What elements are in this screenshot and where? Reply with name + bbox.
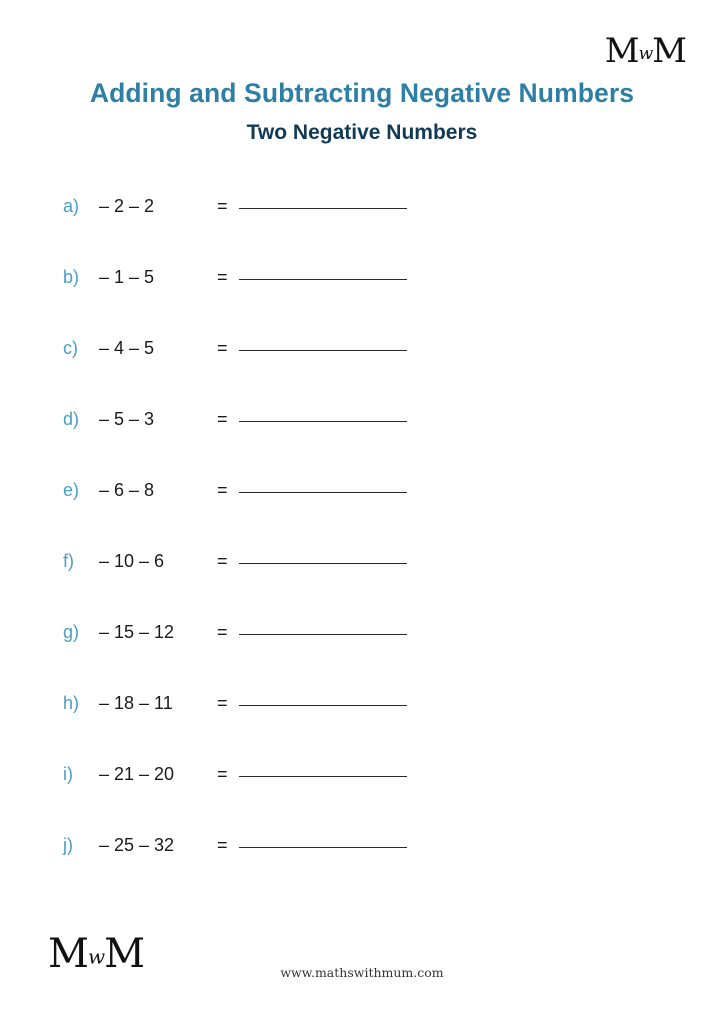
question-label: b) — [63, 267, 80, 287]
question-row — [63, 480, 663, 551]
answer-blank[interactable] — [239, 207, 407, 209]
question-row — [63, 196, 663, 267]
footer-website-url: www.mathswithmum.com — [280, 965, 444, 980]
question-label: j) — [63, 835, 73, 855]
question-expression: – 10 – 6 — [99, 551, 165, 571]
question-row — [63, 622, 663, 693]
question-expression: – 2 – 2 — [99, 196, 155, 216]
question-expression: – 1 – 5 — [99, 267, 155, 287]
question-label: a) — [63, 196, 80, 216]
brand-logo-letter-m1: M — [604, 31, 639, 71]
equals-sign: = — [217, 480, 228, 500]
question-label: e) — [63, 480, 80, 500]
page-subtitle: Two Negative Numbers — [246, 121, 478, 144]
question-expression: – 5 – 3 — [99, 409, 155, 429]
equals-sign: = — [217, 764, 228, 784]
question-row — [63, 551, 663, 622]
question-label: i) — [63, 764, 73, 784]
question-row — [63, 338, 663, 409]
question-label: g) — [63, 622, 80, 642]
equals-sign: = — [217, 551, 228, 571]
equals-sign: = — [217, 267, 228, 287]
brand-logo-top — [604, 31, 686, 71]
answer-blank[interactable] — [239, 562, 407, 564]
question-expression: – 21 – 20 — [99, 764, 175, 784]
answer-blank[interactable] — [239, 633, 407, 635]
question-list — [63, 196, 663, 906]
question-label: f) — [63, 551, 74, 571]
question-label: c) — [63, 338, 78, 358]
question-expression: – 18 – 11 — [99, 693, 173, 713]
equals-sign: = — [217, 196, 228, 216]
question-expression: – 15 – 12 — [99, 622, 175, 642]
brand-logo-letter-w: w — [638, 43, 653, 64]
brand-logo-letter-w: w — [87, 944, 105, 969]
question-label: h) — [63, 693, 80, 713]
equals-sign: = — [217, 622, 228, 642]
equals-sign: = — [217, 409, 228, 429]
equals-sign: = — [217, 693, 228, 713]
question-expression: – 6 – 8 — [99, 480, 155, 500]
brand-logo-letter-m1: M — [48, 931, 88, 977]
page-title: Adding and Subtracting Negative Numbers — [89, 78, 635, 108]
equals-sign: = — [217, 338, 228, 358]
answer-blank[interactable] — [239, 846, 407, 848]
answer-blank[interactable] — [239, 775, 407, 777]
question-label: d) — [63, 409, 80, 429]
answer-blank[interactable] — [239, 491, 407, 493]
question-row — [63, 267, 663, 338]
answer-blank[interactable] — [239, 420, 407, 422]
brand-logo-letter-m2: M — [652, 31, 686, 71]
question-expression: – 4 – 5 — [99, 338, 155, 358]
question-row — [63, 693, 663, 764]
equals-sign: = — [217, 835, 228, 855]
answer-blank[interactable] — [239, 704, 407, 706]
question-row — [63, 409, 663, 480]
question-expression: – 25 – 32 — [99, 835, 175, 855]
question-row — [63, 835, 663, 906]
answer-blank[interactable] — [239, 349, 407, 351]
answer-blank[interactable] — [239, 278, 407, 280]
question-row — [63, 764, 663, 835]
brand-logo-letter-m2: M — [104, 931, 145, 977]
